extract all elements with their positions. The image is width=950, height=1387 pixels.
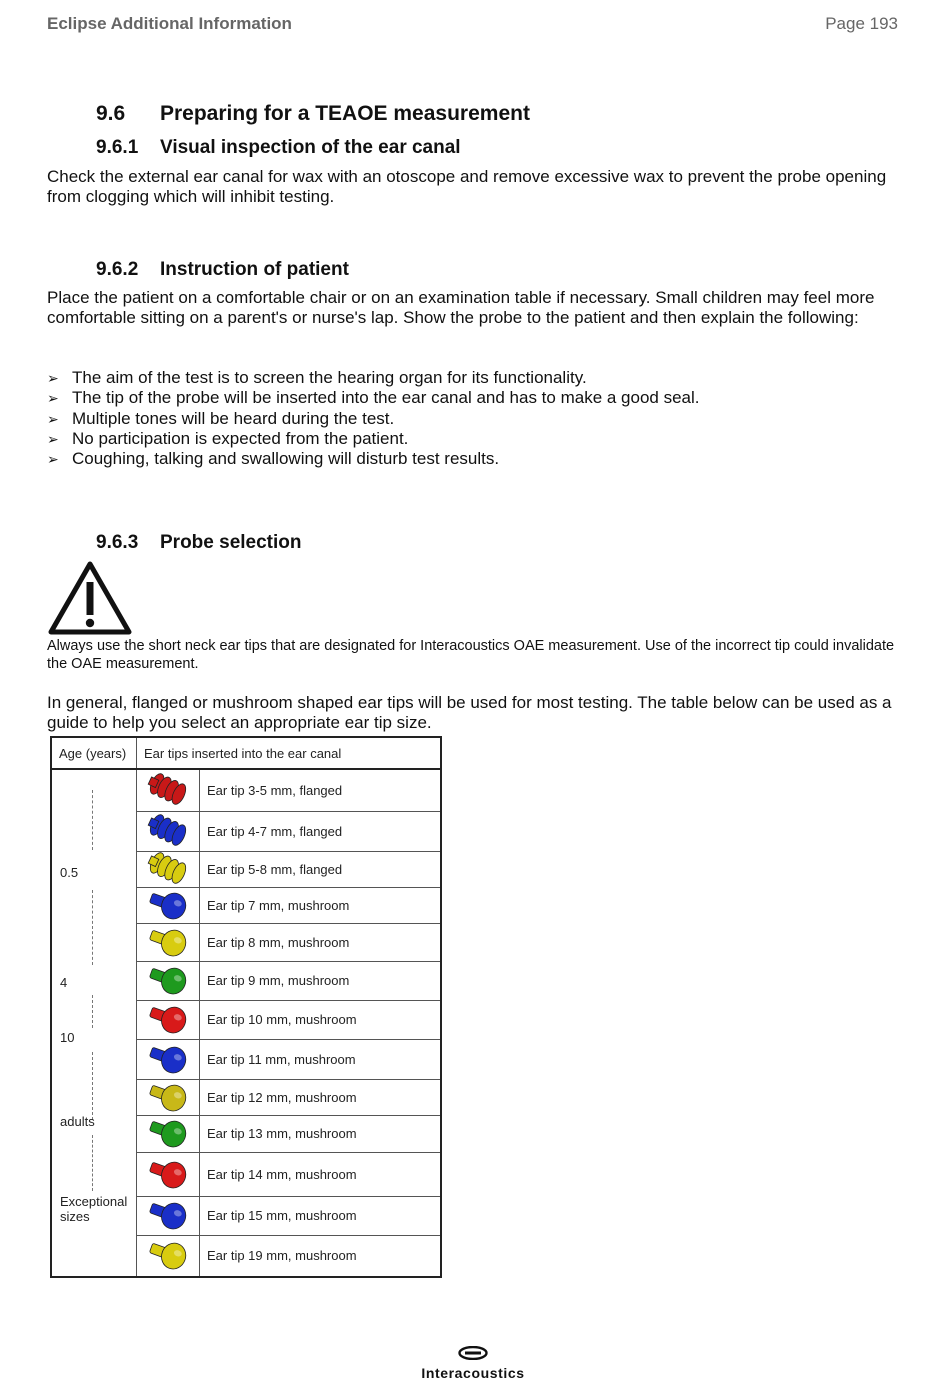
- ear-tip-label: Ear tip 15 mm, mushroom: [200, 1196, 442, 1235]
- ear-tip-label: Ear tip 5-8 mm, flanged: [200, 851, 442, 887]
- ear-tip-mushroom-icon: [137, 1235, 200, 1277]
- warning-triangle-icon: [47, 560, 133, 641]
- ear-tip-mushroom-icon: [137, 887, 200, 923]
- ear-tip-mushroom-icon: [137, 1039, 200, 1079]
- subsection-heading-visual-inspection: [96, 137, 461, 159]
- ear-tip-mushroom-icon: [137, 1152, 200, 1196]
- instruction-text: Place the patient on a comfortable chair or on an examination table if necessary. Small children may feel more comfortable sitting on a parent's or nurse's lap. Show the probe to the patient and then explain the following:: [47, 288, 875, 327]
- table-row: [51, 769, 441, 811]
- subsection-title: Instruction of patient: [160, 259, 349, 280]
- arrow-bullet-icon: ➢: [47, 430, 59, 447]
- subsection-heading-probe-selection: [96, 532, 302, 554]
- bullet-item: [47, 449, 700, 469]
- age-label: 4: [60, 975, 68, 990]
- age-column: [51, 769, 137, 1277]
- arrow-bullet-icon: ➢: [47, 390, 59, 407]
- section-number: 9.6: [96, 102, 126, 125]
- ear-tip-mushroom-icon: [137, 1000, 200, 1039]
- ear-tip-label: Ear tip 3-5 mm, flanged: [200, 769, 442, 811]
- bullet-item: [47, 429, 700, 449]
- instruction-bullet-list: [47, 368, 700, 469]
- interacoustics-logo: [408, 1346, 538, 1381]
- page-number: Page 193: [825, 14, 898, 33]
- ear-tip-mushroom-icon: [137, 923, 200, 961]
- probe-selection-text: In general, flanged or mushroom shaped ear tips will be used for most testing. The table below can be used as a guide to help you select an appropriate ear tip size.: [47, 693, 892, 732]
- bullet-text: The tip of the probe will be inserted into the ear canal and has to make a good seal.: [72, 388, 700, 408]
- ear-tip-label: Ear tip 10 mm, mushroom: [200, 1000, 442, 1039]
- subsection-number: 9.6.2: [96, 259, 139, 280]
- ear-tip-label: Ear tip 19 mm, mushroom: [207, 1248, 357, 1264]
- ear-tip-label: Ear tip 14 mm, mushroom: [200, 1152, 442, 1196]
- bullet-item: [47, 409, 700, 429]
- bullet-text: No participation is expected from the patient.: [72, 428, 409, 448]
- ear-tip-mushroom-icon: [137, 1079, 200, 1115]
- subsection-number: 9.6.3: [96, 532, 139, 553]
- table-header-age: Age (years): [51, 737, 137, 769]
- ear-tip-mushroom-icon: [137, 961, 200, 1000]
- ear-tip-flanged-icon: [137, 769, 200, 811]
- bullet-item: [47, 368, 700, 388]
- visual-inspection-text: Check the external ear canal for wax with an otoscope and remove excessive wax to prevent the probe opening from clogging which will inhibit testing.: [47, 167, 887, 206]
- warning-text: Always use the short neck ear tips that are designated for Interacoustics OAE measurement. Use of the incorrect tip could invalidate the OAE measurement.: [47, 638, 895, 672]
- ear-tip-label: Ear tip 13 mm, mushroom: [200, 1115, 442, 1152]
- bullet-text: Multiple tones will be heard during the test.: [72, 408, 395, 428]
- ear-tip-flanged-icon: [137, 811, 200, 851]
- age-label: 10: [60, 1030, 75, 1045]
- ear-tip-table: [50, 736, 442, 1278]
- subsection-title: Visual inspection of the ear canal: [160, 137, 461, 158]
- ear-tip-flanged-icon: [137, 851, 200, 887]
- age-label: adults: [60, 1114, 95, 1129]
- logo-text: Interacoustics: [421, 1365, 525, 1381]
- arrow-bullet-icon: ➢: [47, 451, 59, 468]
- ear-tip-label: Ear tip 4-7 mm, flanged: [200, 811, 442, 851]
- bullet-text: Coughing, talking and swallowing will disturb test results.: [72, 449, 500, 469]
- ear-tip-mushroom-icon: [137, 1115, 200, 1152]
- age-label: Exceptional sizes: [60, 1194, 128, 1224]
- table-header-ear-tips: Ear tips inserted into the ear canal: [137, 737, 442, 769]
- arrow-bullet-icon: ➢: [47, 410, 59, 427]
- subsection-number: 9.6.1: [96, 137, 139, 158]
- section-heading: [96, 102, 530, 126]
- bullet-item: [47, 388, 700, 408]
- bullet-text: The aim of the test is to screen the hearing organ for its functionality.: [72, 368, 587, 387]
- ear-tip-label: Ear tip 11 mm, mushroom: [200, 1039, 442, 1079]
- subsection-heading-instruction: [96, 259, 349, 281]
- age-label: 0.5: [60, 865, 79, 880]
- ear-tip-label: Ear tip 8 mm, mushroom: [200, 923, 442, 961]
- ear-tip-label: Ear tip 7 mm, mushroom: [200, 887, 442, 923]
- interacoustics-logo-icon: [458, 1346, 488, 1360]
- header-title: Eclipse Additional Information: [47, 14, 292, 33]
- section-title: Preparing for a TEAOE measurement: [160, 102, 530, 125]
- ear-tip-label: Ear tip 12 mm, mushroom: [200, 1079, 442, 1115]
- subsection-title: Probe selection: [160, 532, 302, 553]
- ear-tip-mushroom-icon: [137, 1196, 200, 1235]
- arrow-bullet-icon: ➢: [47, 370, 59, 386]
- ear-tip-label: Ear tip 9 mm, mushroom: [200, 961, 442, 1000]
